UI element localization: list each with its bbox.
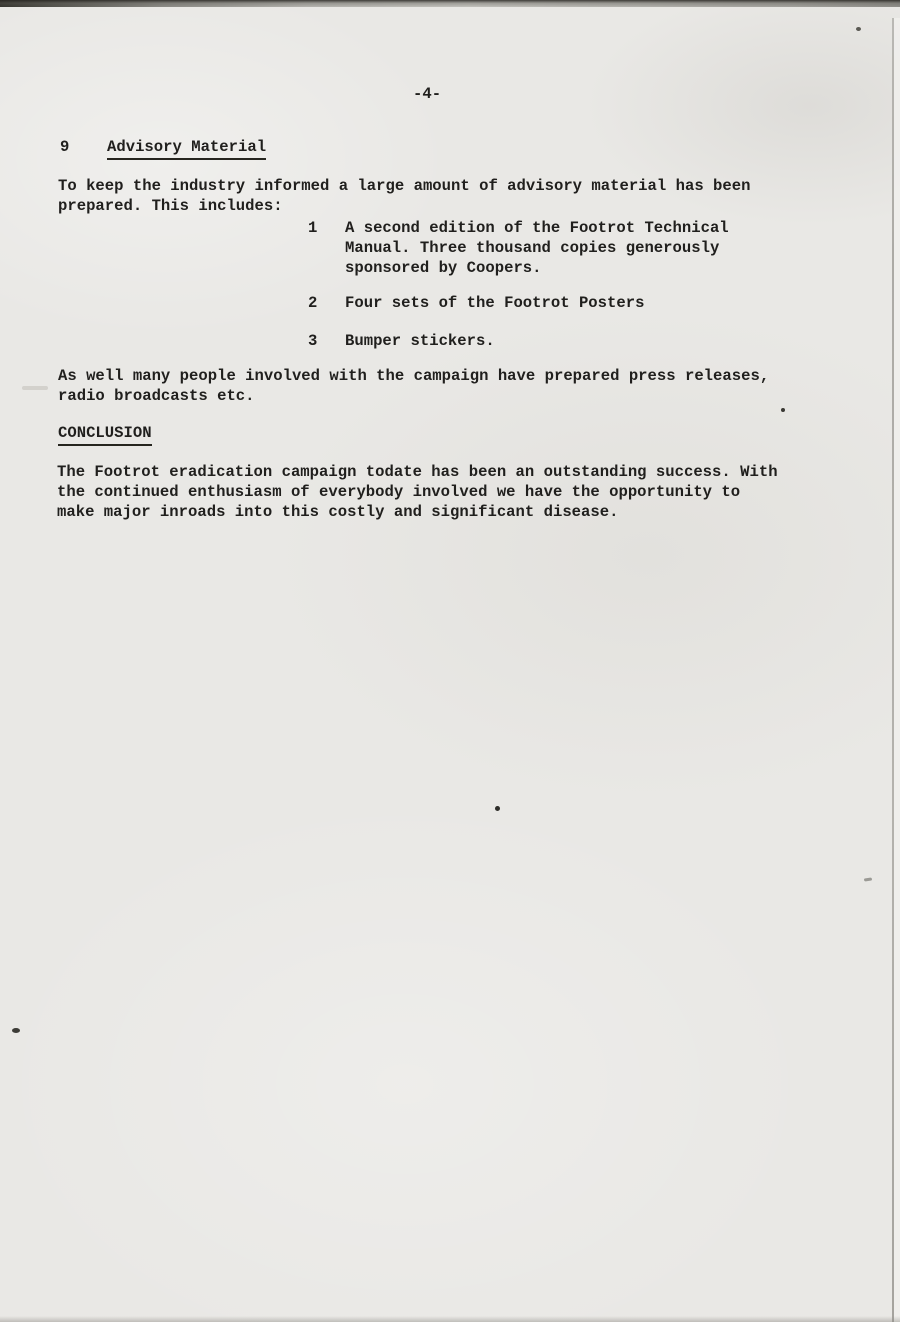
paragraph-line: The Footrot eradication campaign todate has been an outstanding success. With bbox=[57, 463, 778, 481]
scan-artifact bbox=[864, 877, 872, 881]
list-item-text bbox=[345, 331, 495, 351]
paragraph-line: radio broadcasts etc. bbox=[58, 387, 255, 405]
list-item-line: Four sets of the Footrot Posters bbox=[345, 294, 645, 312]
scan-right-edge-line bbox=[892, 18, 894, 1322]
paragraph-line: As well many people involved with the campaign have prepared press releases, bbox=[58, 367, 770, 385]
list-item-text bbox=[345, 293, 644, 313]
list-item-number: 2 bbox=[308, 294, 318, 312]
list-item-number: 1 bbox=[308, 219, 318, 237]
list-item-line: Manual. Three thousand copies generously bbox=[345, 239, 720, 257]
scan-artifact bbox=[495, 806, 500, 811]
paragraph-line: the continued enthusiasm of everybody involved we have the opportunity to bbox=[57, 483, 741, 501]
scan-top-edge-shadow bbox=[0, 0, 900, 7]
conclusion-paragraph bbox=[57, 462, 778, 522]
intro-paragraph bbox=[58, 176, 750, 216]
list-item-line: sponsored by Coopers. bbox=[345, 259, 542, 277]
list-item-line: A second edition of the Footrot Technical bbox=[345, 219, 729, 237]
section-heading bbox=[107, 137, 266, 160]
list-item-number: 3 bbox=[308, 332, 318, 350]
section-heading-title: Advisory Material bbox=[107, 137, 266, 160]
conclusion-heading bbox=[58, 423, 152, 446]
scan-artifact bbox=[12, 1028, 20, 1033]
scan-artifact bbox=[856, 27, 861, 31]
list-item-text bbox=[345, 218, 729, 278]
paragraph-line: To keep the industry informed a large amount of advisory material has been bbox=[58, 177, 751, 195]
section-number: 9 bbox=[60, 138, 70, 156]
scan-right-edge-highlight bbox=[894, 18, 900, 1322]
conclusion-heading-title: CONCLUSION bbox=[58, 423, 152, 446]
scan-artifact bbox=[22, 386, 48, 390]
page-number: -4- bbox=[413, 85, 442, 103]
list-item-line: Bumper stickers. bbox=[345, 332, 495, 350]
scan-bottom-edge-shadow bbox=[0, 1316, 900, 1322]
scan-artifact bbox=[781, 408, 785, 412]
followup-paragraph bbox=[58, 366, 769, 406]
paragraph-line: prepared. This includes: bbox=[58, 197, 283, 215]
paragraph-line: make major inroads into this costly and significant disease. bbox=[57, 503, 619, 521]
